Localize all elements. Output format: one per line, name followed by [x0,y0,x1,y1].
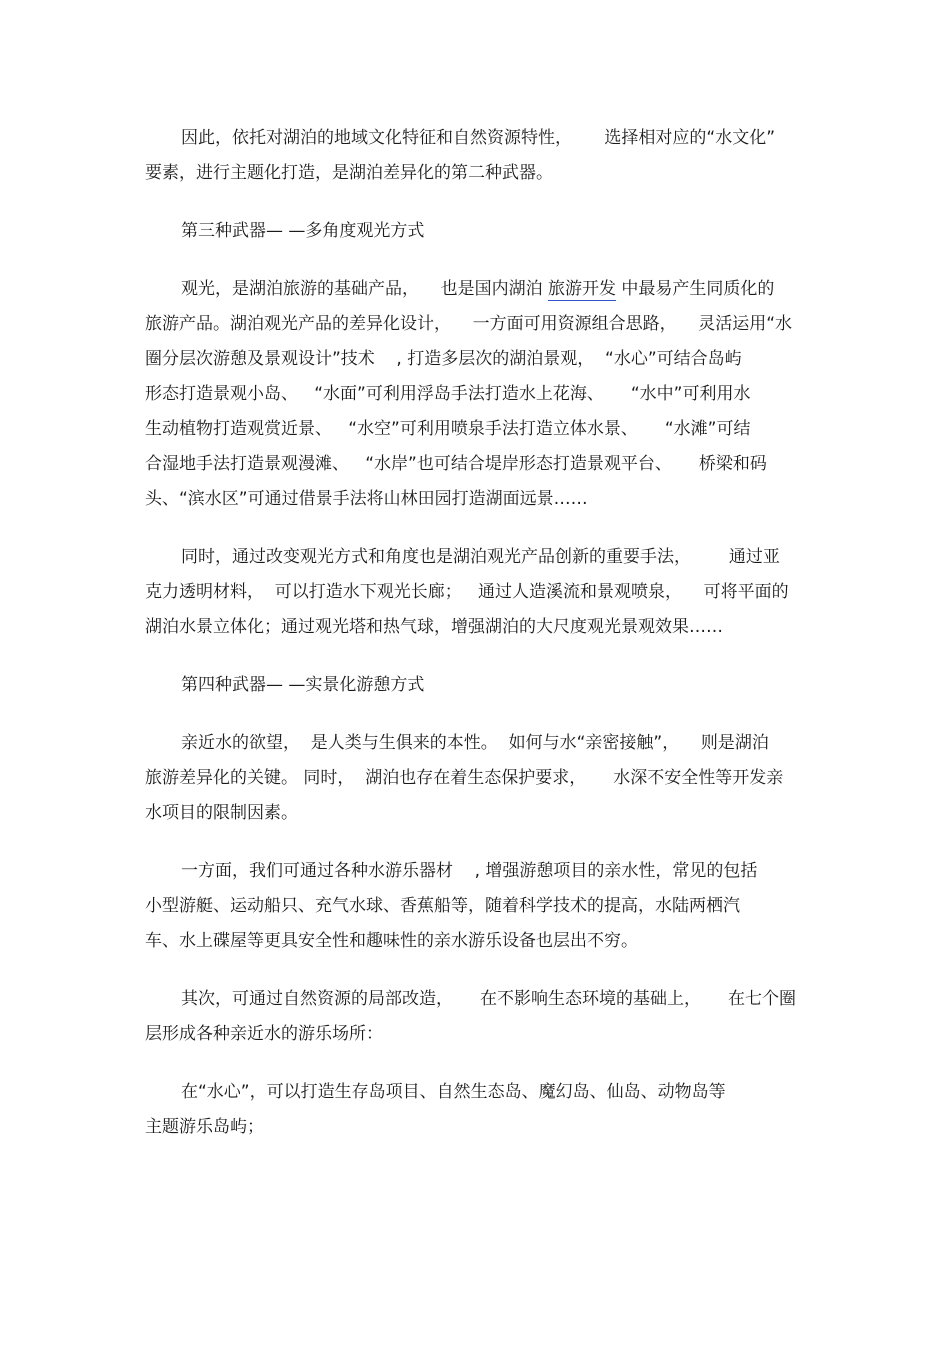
paragraph-line: 旅游产品。湖泊观光产品的差异化设计， 一方面可用资源组合思路， 灵活运用“水 [145,314,793,334]
paragraph-line [181,278,774,300]
paragraph-line: 头、“滨水区”可通过借景手法将山林田园打造湖面远景…… [145,489,588,509]
paragraph-line: 圈分层次游憩及景观设计”技术 , 打造多层次的湖泊景观， “水心”可结合岛屿 [145,349,742,369]
paragraph-line: 要素，进行主题化打造，是湖泊差异化的第二种武器。 [145,163,553,183]
paragraph-line: 主题游乐岛屿； [145,1117,264,1137]
paragraph-line: 合湿地手法打造景观漫滩、 “水岸”也可结合堤岸形态打造景观平台、 桥梁和码 [145,454,767,474]
travel-development-link[interactable]: 旅游开发 [548,279,617,299]
paragraph-line: 旅游差异化的关键。 同时， 湖泊也存在着生态保护要求， 水深不安全性等开发亲 [145,768,784,788]
paragraph-line: 在“水心”，可以打造生存岛项目、自然生态岛、魔幻岛、仙岛、动物岛等 [181,1082,726,1102]
paragraph-line: 同时，通过改变观光方式和角度也是湖泊观光产品创新的重要手法， 通过亚 [181,547,780,567]
paragraph-line: 因此，依托对湖泊的地域文化特征和自然资源特性， 选择相对应的“水文化” [181,128,776,148]
text-run: 中最易产生同质化的 [616,279,775,299]
paragraph-line: 克力透明材料， 可以打造水下观光长廊； 通过人造溪流和景观喷泉， 可将平面的 [145,582,789,602]
paragraph-line: 层形成各种亲近水的游乐场所： [145,1024,383,1044]
section-heading: 第四种武器— —实景化游憩方式 [181,675,425,695]
section-heading: 第三种武器— —多角度观光方式 [181,221,425,241]
paragraph-line: 车、水上碟屋等更具安全性和趣味性的亲水游乐设备也层出不穷。 [145,931,638,951]
paragraph-line: 亲近水的欲望， 是人类与生俱来的本性。 如何与水“亲密接触”， 则是湖泊 [181,733,769,753]
paragraph-line: 湖泊水景立体化；通过观光塔和热气球，增强湖泊的大尺度观光景观效果…… [145,617,723,637]
paragraph-line: 形态打造景观小岛、 “水面”可利用浮岛手法打造水上花海、 “水中”可利用水 [145,384,751,404]
paragraph-line: 生动植物打造观赏近景、 “水空”可利用喷泉手法打造立体水景、 “水滩”可结 [145,419,751,439]
paragraph-line: 水项目的限制因素。 [145,803,298,823]
paragraph-line: 其次，可通过自然资源的局部改造， 在不影响生态环境的基础上， 在七个圈 [181,989,797,1009]
text-run: 观光，是湖泊旅游的基础产品， 也是国内湖泊 [181,279,549,299]
paragraph-line: 小型游艇、运动船只、充气水球、香蕉船等，随着科学技术的提高，水陆两栖汽 [145,896,740,916]
paragraph-line: 一方面，我们可通过各种水游乐器材 , 增强游憩项目的亲水性，常见的包括 [181,861,758,881]
